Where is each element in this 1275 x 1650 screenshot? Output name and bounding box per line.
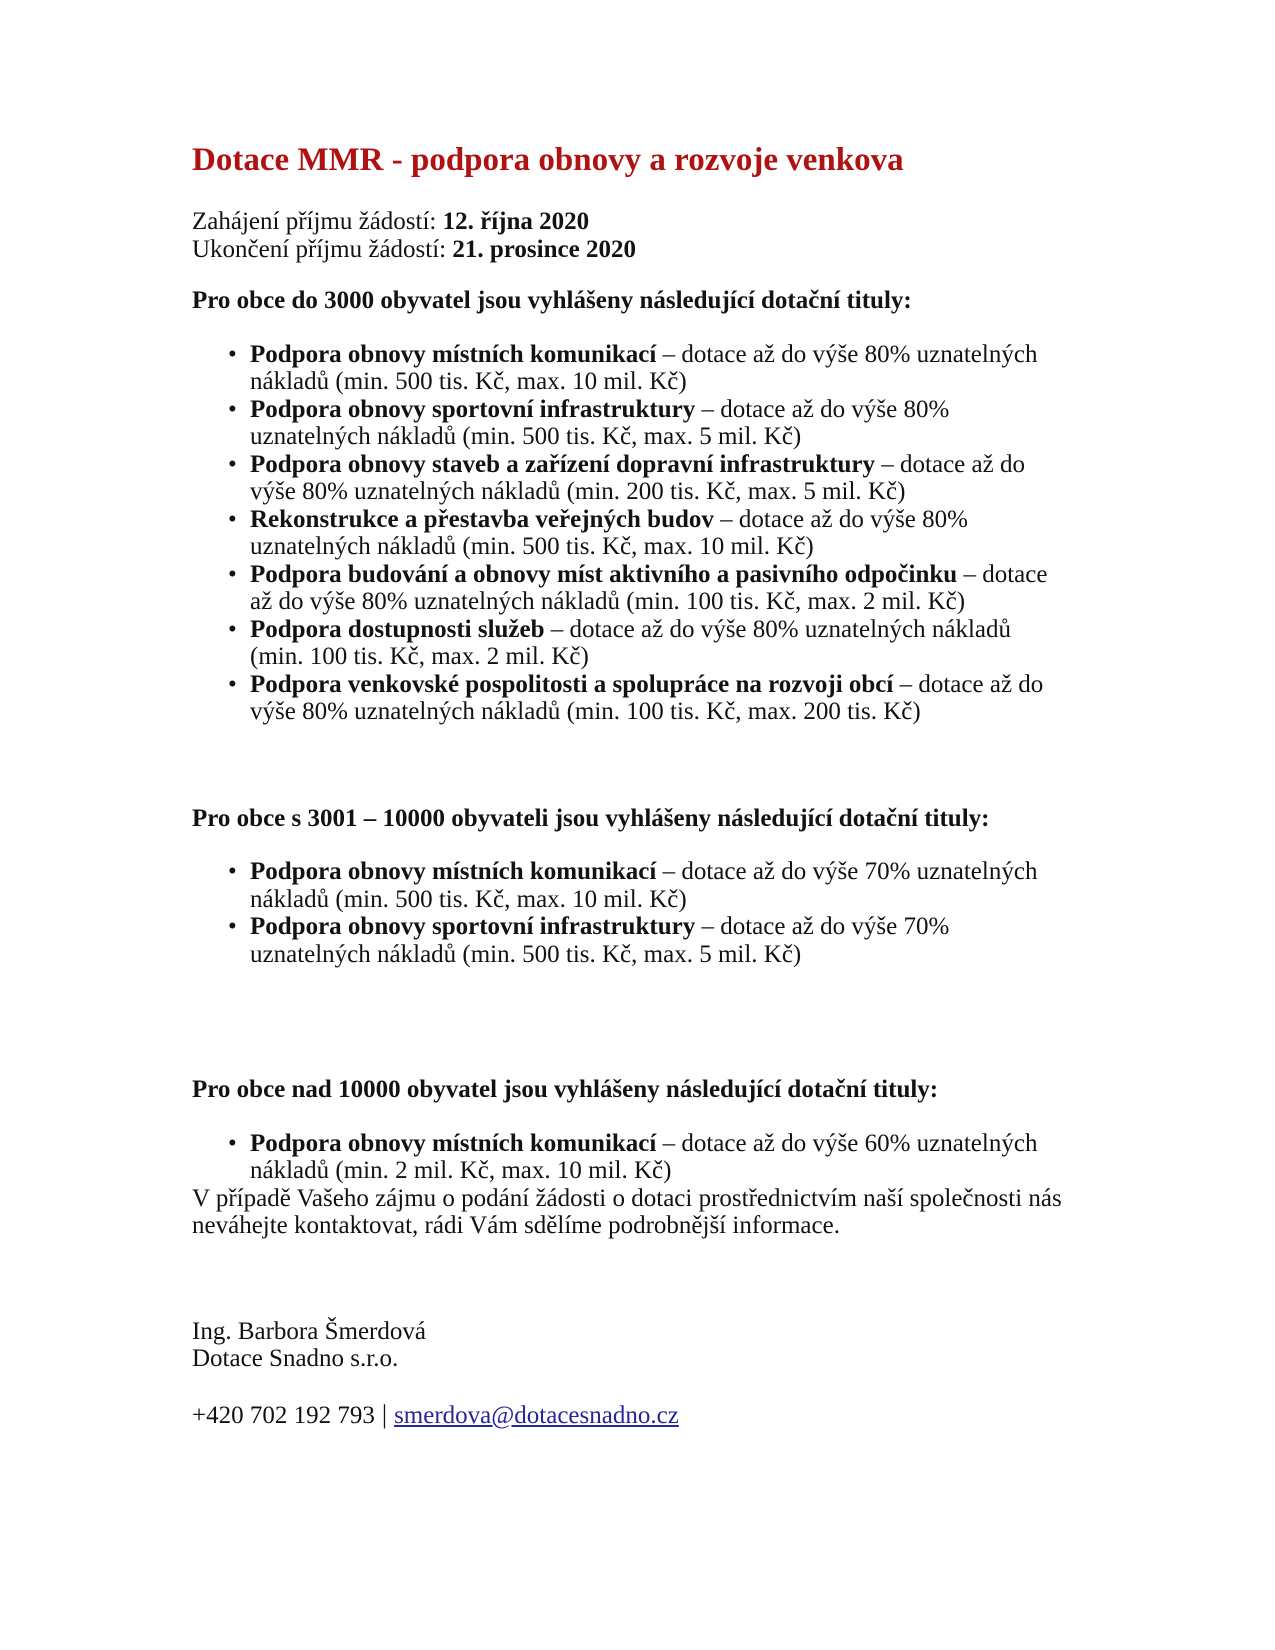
grant-item	[192, 1130, 1050, 1185]
grant-description: – dotace až do výše 60% uznatelných nákladů (min. 2 mil. Kč, max. 10 mil. Kč)	[250, 1129, 1038, 1184]
grant-list	[192, 341, 1050, 726]
date-value: 21. prosince 2020	[452, 235, 636, 263]
bullet-icon: •	[228, 670, 237, 698]
bullet-icon: •	[228, 450, 237, 478]
bullet-icon: •	[228, 913, 237, 940]
grant-title: Podpora obnovy místních komunikací	[250, 340, 657, 368]
grant-description: – dotace až do výše 80% uznatelných nákladů (min. 100 tis. Kč, max. 2 mil. Kč)	[250, 560, 1048, 615]
grant-description: – dotace až do výše 80% uznatelných nákladů (min. 500 tis. Kč, max. 5 mil. Kč)	[250, 395, 950, 450]
grant-section	[192, 805, 1092, 969]
grant-description: – dotace až do výše 80% uznatelných nákladů (min. 100 tis. Kč, max. 2 mil. Kč)	[250, 615, 1012, 670]
signature-block	[192, 1318, 1092, 1373]
grant-title: Podpora obnovy sportovní infrastruktury	[250, 395, 696, 423]
grant-title: Podpora venkovské pospolitosti a spolupráce na rozvoji obcí	[250, 670, 894, 698]
grant-list	[192, 858, 1050, 968]
contact-line	[192, 1401, 1092, 1430]
date-value: 12. října 2020	[442, 208, 590, 235]
grant-item	[192, 671, 1050, 726]
grant-item	[192, 913, 1050, 968]
bullet-icon: •	[228, 340, 237, 368]
grant-item	[192, 506, 1050, 561]
grant-title: Podpora obnovy místních komunikací	[250, 1129, 657, 1157]
grant-section	[192, 1076, 1092, 1185]
phone-number: +420 702 192 793	[192, 1401, 375, 1429]
grant-title: Podpora obnovy místních komunikací	[250, 858, 657, 885]
bullet-icon: •	[228, 1129, 237, 1157]
section-heading: Pro obce do 3000 obyvatel jsou vyhlášeny následující dotační tituly:	[192, 287, 912, 314]
separator: |	[381, 1399, 388, 1429]
grant-description: – dotace až do výše 80% uznatelných nákladů (min. 200 tis. Kč, max. 5 mil. Kč)	[250, 450, 1025, 505]
section-heading: Pro obce nad 10000 obyvatel jsou vyhlášeny následující dotační tituly:	[192, 1076, 939, 1103]
grant-description: – dotace až do výše 80% uznatelných nákladů (min. 500 tis. Kč, max. 10 mil. Kč)	[250, 505, 968, 560]
closing-paragraph: V případě Vašeho zájmu o podání žádosti o dotaci prostřednictvím naší společnosti nás neváhejte kontaktovat, rádi Vám sdělíme podrobnější informace.	[192, 1184, 1062, 1239]
grant-list	[192, 1130, 1050, 1185]
section-heading: Pro obce s 3001 – 10000 obyvateli jsou vyhlášeny následující dotační tituly:	[192, 804, 990, 832]
bullet-icon: •	[228, 858, 237, 885]
page-title: Dotace MMR - podpora obnovy a rozvoje venkova	[192, 142, 904, 178]
grant-description: – dotace až do výše 70% uznatelných nákladů (min. 500 tis. Kč, max. 10 mil. Kč)	[250, 858, 1038, 913]
signature-line: Dotace Snadno s.r.o.	[192, 1345, 399, 1372]
bullet-icon: •	[228, 395, 237, 423]
grant-item	[192, 341, 1050, 396]
grant-title: Podpora obnovy staveb a zařízení dopravní infrastruktury	[250, 450, 876, 478]
sections-container	[192, 287, 1092, 1185]
grant-description: – dotace až do výše 80% uznatelných nákladů (min. 500 tis. Kč, max. 10 mil. Kč)	[250, 340, 1038, 395]
grant-item	[192, 858, 1050, 913]
bullet-icon: •	[228, 615, 237, 643]
date-label: Ukončení příjmu žádostí:	[192, 235, 453, 263]
grant-title: Rekonstrukce a přestavba veřejných budov	[250, 505, 714, 533]
signature-line: Ing. Barbora Šmerdová	[192, 1317, 426, 1345]
date-line	[192, 208, 1092, 236]
bullet-icon: •	[228, 560, 237, 588]
grant-description: – dotace až do výše 80% uznatelných nákladů (min. 100 tis. Kč, max. 200 tis. Kč)	[250, 670, 1044, 725]
grant-title: Podpora dostupnosti služeb	[250, 615, 545, 643]
grant-item	[192, 561, 1050, 616]
grant-item	[192, 616, 1050, 671]
email-link[interactable]: smerdova@dotacesnadno.cz	[394, 1401, 679, 1429]
bullet-icon: •	[228, 505, 237, 533]
grant-section	[192, 287, 1092, 726]
date-line	[192, 236, 1092, 264]
grant-description: – dotace až do výše 70% uznatelných nákladů (min. 500 tis. Kč, max. 5 mil. Kč)	[250, 913, 950, 968]
grant-item	[192, 396, 1050, 451]
application-dates	[192, 208, 1092, 263]
grant-title: Podpora obnovy sportovní infrastruktury	[250, 913, 696, 940]
date-label: Zahájení příjmu žádostí:	[192, 208, 443, 235]
grant-title: Podpora budování a obnovy míst aktivního a pasivního odpočinku	[250, 560, 958, 588]
grant-item	[192, 451, 1050, 506]
